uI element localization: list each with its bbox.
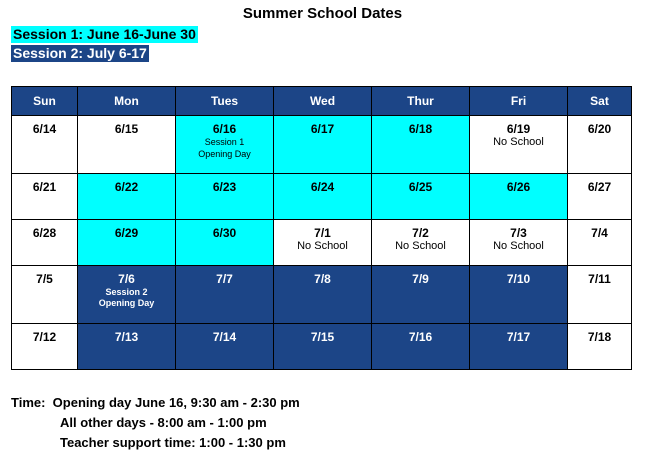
day-date: 6/18 — [408, 122, 433, 136]
day-date: 6/22 — [114, 180, 139, 194]
day-cell — [274, 174, 372, 220]
day-date: 6/16 — [212, 122, 237, 136]
day-cell — [568, 220, 632, 266]
day-cell — [176, 174, 274, 220]
day-date: 6/27 — [587, 180, 612, 194]
day-cell — [78, 324, 176, 370]
day-cell — [470, 116, 568, 174]
day-cell — [78, 174, 176, 220]
day-date: 7/1 — [314, 226, 331, 240]
day-cell — [78, 220, 176, 266]
week-row — [12, 324, 632, 370]
day-cell — [568, 266, 632, 324]
day-cell — [176, 324, 274, 370]
day-date: 7/9 — [412, 272, 429, 286]
day-cell — [568, 174, 632, 220]
day-date: 6/15 — [114, 122, 139, 136]
session-note: Session 1 — [204, 137, 245, 147]
day-date: 6/20 — [587, 122, 612, 136]
day-cell — [470, 324, 568, 370]
page-title: Summer School Dates — [242, 5, 403, 22]
day-date: 6/23 — [212, 180, 237, 194]
day-cell — [12, 266, 78, 324]
week-row — [12, 266, 632, 324]
header-sun: Sun — [12, 87, 78, 116]
opening-day-note: Opening Day — [198, 149, 251, 159]
day-cell — [274, 266, 372, 324]
session1-label: Session 1: June 16-June 30 — [13, 26, 196, 42]
day-date: 7/17 — [506, 330, 531, 344]
day-date: 7/8 — [314, 272, 331, 286]
header-fri: Fri — [470, 87, 568, 116]
day-date: 6/24 — [310, 180, 335, 194]
header-row — [12, 87, 632, 116]
day-date: 6/28 — [32, 226, 57, 240]
day-date: 6/17 — [310, 122, 335, 136]
day-cell — [12, 324, 78, 370]
day-date: 7/13 — [114, 330, 139, 344]
no-school-note: No School — [395, 240, 446, 252]
day-cell — [470, 266, 568, 324]
day-date: 7/2 — [412, 226, 429, 240]
day-cell — [274, 220, 372, 266]
day-cell — [78, 266, 176, 324]
day-cell — [176, 266, 274, 324]
header-sat: Sat — [568, 87, 632, 116]
no-school-note: No School — [493, 240, 544, 252]
day-date: 7/4 — [591, 226, 608, 240]
day-cell — [12, 220, 78, 266]
day-date: 7/10 — [506, 272, 531, 286]
session-note: Session 2 — [105, 287, 148, 297]
day-date: 7/16 — [408, 330, 433, 344]
footer-time-line: Time: Opening day June 16, 9:30 am - 2:30 pm — [11, 395, 300, 410]
opening-day-note: Opening Day — [98, 298, 155, 308]
day-cell — [568, 324, 632, 370]
header-mon: Mon — [78, 87, 176, 116]
header-wed: Wed — [274, 87, 372, 116]
header-tues: Tues — [176, 87, 274, 116]
day-date: 6/29 — [114, 226, 139, 240]
day-date: 6/30 — [212, 226, 237, 240]
day-cell — [372, 324, 470, 370]
week-row — [12, 116, 632, 174]
footer-other-days: All other days - 8:00 am - 1:00 pm — [60, 415, 267, 430]
day-cell — [372, 220, 470, 266]
day-date: 6/19 — [506, 122, 531, 136]
no-school-note: No School — [297, 240, 348, 252]
day-cell — [12, 116, 78, 174]
day-cell — [372, 266, 470, 324]
day-date: 7/12 — [32, 330, 57, 344]
day-date: 7/5 — [36, 272, 53, 286]
week-row — [12, 220, 632, 266]
day-cell — [176, 116, 274, 174]
footer-teacher-support: Teacher support time: 1:00 - 1:30 pm — [60, 435, 286, 450]
day-date: 7/14 — [212, 330, 237, 344]
day-cell — [372, 116, 470, 174]
day-cell — [470, 220, 568, 266]
header-thur: Thur — [372, 87, 470, 116]
day-date: 6/26 — [506, 180, 531, 194]
day-cell — [274, 324, 372, 370]
calendar-table — [11, 86, 632, 370]
day-cell — [176, 220, 274, 266]
day-cell — [78, 116, 176, 174]
day-date: 7/18 — [587, 330, 612, 344]
day-cell — [470, 174, 568, 220]
no-school-note: No School — [493, 136, 544, 148]
day-cell — [274, 116, 372, 174]
day-cell — [372, 174, 470, 220]
session2-label: Session 2: July 6-17 — [13, 45, 147, 61]
day-date: 6/14 — [32, 122, 57, 136]
day-date: 7/11 — [588, 272, 611, 286]
week-row — [12, 174, 632, 220]
day-date: 7/3 — [510, 226, 527, 240]
day-date: 6/25 — [408, 180, 433, 194]
day-date: 6/21 — [32, 180, 57, 194]
day-date: 7/7 — [216, 272, 233, 286]
day-date: 7/6 — [118, 272, 135, 286]
day-cell — [12, 174, 78, 220]
day-cell — [568, 116, 632, 174]
day-date: 7/15 — [310, 330, 335, 344]
